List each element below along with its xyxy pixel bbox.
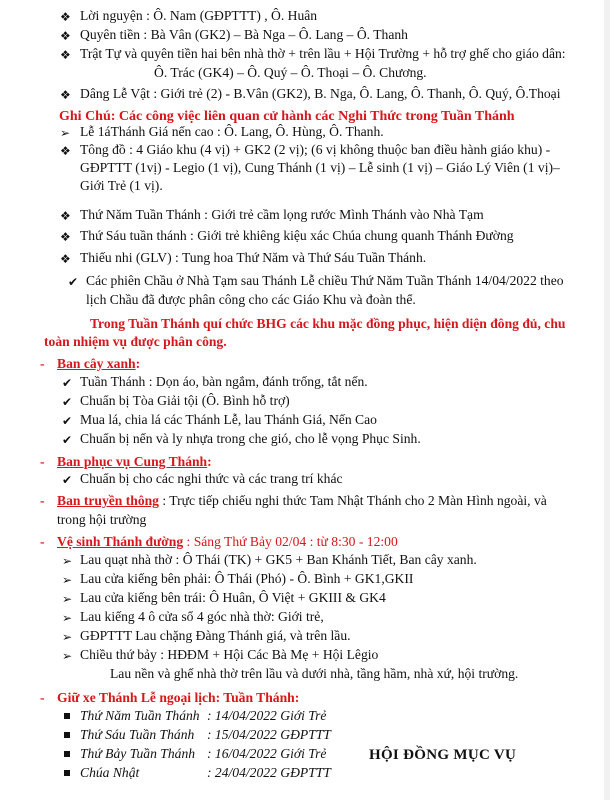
cay-xanh-colon: : bbox=[135, 356, 141, 371]
schedule-value: : 16/04/2022 Giới Trẻ bbox=[207, 746, 327, 761]
schedule-value: : 14/04/2022 Giới Trẻ bbox=[207, 708, 327, 723]
square-bullet-icon bbox=[64, 732, 70, 738]
dash-icon: - bbox=[40, 454, 45, 469]
note-item: Các phiên Chầu ở Nhà Tạm sau Thánh Lễ chiều Thứ Năm Tuần Thánh 14/04/2022 theo bbox=[86, 273, 564, 288]
truyen-thong-row bbox=[57, 491, 547, 510]
schedule-value: : 24/04/2022 GĐPTTT bbox=[207, 765, 331, 780]
check-icon: ✔ bbox=[68, 275, 79, 289]
schedule-day: Chúa Nhật bbox=[80, 765, 140, 780]
dash-icon: - bbox=[40, 356, 45, 371]
check-icon: ✔ bbox=[62, 473, 73, 487]
list-item: Lau cửa kiếng bên phải: Ô Thái (Phó) - Ô. Bình + GK1,GKII bbox=[80, 571, 414, 586]
schedule-value: : 15/04/2022 GĐPTTT bbox=[207, 727, 331, 742]
cung-thanh-heading: Ban phục vụ Cung Thánh bbox=[57, 454, 208, 469]
order-line: Trật Tự và quyên tiền hai bên nhà thờ + trên lầu + Hội Trường + hỗ trợ ghế cho giáo dân: bbox=[80, 46, 566, 61]
note-item: Thứ Sáu tuần thánh : Giới trẻ khiêng kiệu xác Chúa chung quanh Thánh Đường bbox=[80, 228, 514, 243]
diamond-icon: ❖ bbox=[60, 48, 71, 62]
list-item: Lau kiếng 4 ô cửa sổ 4 góc nhà thờ: Giới trẻ, bbox=[80, 609, 324, 624]
schedule-day: Thứ Năm Tuần Thánh bbox=[80, 708, 200, 723]
note-item: Tông đồ : 4 Giáo khu (4 vị) + GK2 (2 vị); (6 vị không thuộc ban điều hành giáo khu) - bbox=[80, 142, 551, 157]
arrow-icon: ➢ bbox=[62, 611, 73, 625]
cay-xanh-heading-row bbox=[57, 354, 140, 373]
note-item: Thứ Năm Tuần Thánh : Giới trẻ cầm lọng rước Mình Thánh vào Nhà Tạm bbox=[80, 207, 484, 222]
check-icon: ✔ bbox=[62, 376, 73, 390]
arrow-icon: ➢ bbox=[60, 126, 71, 140]
list-item: Chuẩn bị cho các nghi thức và các trang trí khác bbox=[80, 471, 343, 486]
note-item: GĐPTTT (1vị) - Legio (1 vị), Cung Thánh (1 vị) – Lễ sinh (1 vị) – Giáo Lý Viên (1 vị)– bbox=[80, 160, 560, 175]
diamond-icon: ❖ bbox=[60, 230, 71, 244]
note-heading: Ghi Chú: Các công việc liên quan cử hành các Nghi Thức trong Tuần Thánh bbox=[59, 109, 515, 124]
arrow-icon: ➢ bbox=[62, 554, 73, 568]
list-item: GĐPTTT Lau chặng Đàng Thánh giá, và trên lầu. bbox=[80, 628, 351, 643]
list-item: Chiều thứ bảy : HĐĐM + Hội Các Bà Mẹ + Hội Lêgio bbox=[80, 647, 379, 662]
ve-sinh-time: : Sáng Thứ Bảy 02/04 : từ 8:30 - 12:00 bbox=[183, 534, 398, 549]
check-icon: ✔ bbox=[62, 395, 73, 409]
cay-xanh-heading: Ban cây xanh bbox=[57, 356, 136, 371]
arrow-icon: ➢ bbox=[62, 630, 73, 644]
note-item: lịch Chầu đã được phân công cho các Giáo Khu và đoàn thể. bbox=[86, 292, 416, 307]
ve-sinh-heading-row bbox=[57, 532, 398, 551]
truyen-thong-heading: Ban truyền thông bbox=[57, 493, 159, 508]
list-item-extra: Lau nền và ghế nhà thờ trên lầu và dưới nhà, tầng hầm, nhà xứ, hội trường. bbox=[110, 666, 519, 681]
schedule-day: Thứ Bảy Tuần Thánh bbox=[80, 746, 196, 761]
list-item: Chuẩn bị Tòa Giải tội (Ô. Bình hỗ trợ) bbox=[80, 393, 290, 408]
signature-council: HỘI ĐỒNG MỤC VỤ bbox=[369, 747, 517, 763]
truyen-thong-text: : Trực tiếp chiếu nghi thức Tam Nhật Thánh cho 2 Màn Hình ngoài, và bbox=[158, 493, 547, 508]
list-item: Lau cửa kiếng bên trái: Ô Huân, Ô Việt + GKIII & GK4 bbox=[80, 590, 386, 605]
arrow-icon: ➢ bbox=[62, 573, 73, 587]
list-item: Chuẩn bị nến và ly nhựa trong che gió, cho lễ vọng Phục Sinh. bbox=[80, 431, 421, 446]
check-icon: ✔ bbox=[62, 433, 73, 447]
dash-icon: - bbox=[40, 690, 45, 705]
ve-sinh-heading: Vệ sinh Thánh đường bbox=[57, 534, 184, 549]
diamond-icon: ❖ bbox=[60, 10, 71, 24]
note-item: Thiếu nhi (GLV) : Tung hoa Thứ Năm và Thứ Sáu Tuần Thánh. bbox=[80, 250, 427, 265]
uniform-notice: toàn nhiệm vụ được phân công. bbox=[44, 334, 227, 349]
giu-xe-heading: Giữ xe Thánh Lễ ngoại lịch: Tuần Thánh: bbox=[57, 690, 300, 705]
note-item: Lễ 1áThánh Giá nến cao : Ô. Lang, Ô. Hùng, Ô. Thanh. bbox=[80, 124, 384, 139]
collection-line: Quyên tiền : Bà Vân (GK2) – Bà Nga – Ô. Lang – Ô. Thanh bbox=[80, 27, 408, 42]
diamond-icon: ❖ bbox=[60, 252, 71, 266]
cung-thanh-colon: : bbox=[207, 454, 212, 469]
dash-icon: - bbox=[40, 493, 45, 508]
truyen-thong-text-2: trong hội trường bbox=[57, 512, 147, 527]
check-icon: ✔ bbox=[62, 414, 73, 428]
page-edge bbox=[604, 0, 610, 800]
diamond-icon: ❖ bbox=[60, 29, 71, 43]
dash-icon: - bbox=[40, 534, 45, 549]
list-item: Mua lá, chia lá các Thánh Lễ, lau Thánh Giá, Nến Cao bbox=[80, 412, 377, 427]
order-names: Ô. Trác (GK4) – Ô. Quý – Ô. Thoại – Ô. Chương. bbox=[154, 65, 427, 80]
diamond-icon: ❖ bbox=[60, 209, 71, 223]
list-item: Lau quạt nhà thờ : Ô Thái (TK) + GK5 + Ban Khánh Tiết, Ban cây xanh. bbox=[80, 552, 477, 567]
square-bullet-icon bbox=[64, 713, 70, 719]
schedule-day: Thứ Sáu Tuần Thánh bbox=[80, 727, 195, 742]
prayer-line: Lời nguyện : Ô. Nam (GĐPTTT) , Ô. Huân bbox=[80, 8, 318, 23]
arrow-icon: ➢ bbox=[62, 592, 73, 606]
list-item: Tuần Thánh : Dọn áo, bàn ngắm, đánh trống, tắt nến. bbox=[80, 374, 368, 389]
note-item: Giới Trẻ (1 vị). bbox=[80, 178, 163, 193]
diamond-icon: ❖ bbox=[60, 144, 71, 158]
diamond-icon: ❖ bbox=[60, 88, 71, 102]
square-bullet-icon bbox=[64, 770, 70, 776]
offering-line: Dâng Lễ Vật : Giới trẻ (2) - B.Vân (GK2), B. Nga, Ô. Lang, Ô. Thanh, Ô. Quý, Ô.Thoại bbox=[80, 86, 561, 101]
uniform-notice: Trong Tuần Thánh quí chức BHG các khu mặc đồng phục, hiện diện đông đủ, chu bbox=[90, 316, 566, 331]
square-bullet-icon bbox=[64, 751, 70, 757]
arrow-icon: ➢ bbox=[62, 649, 73, 663]
